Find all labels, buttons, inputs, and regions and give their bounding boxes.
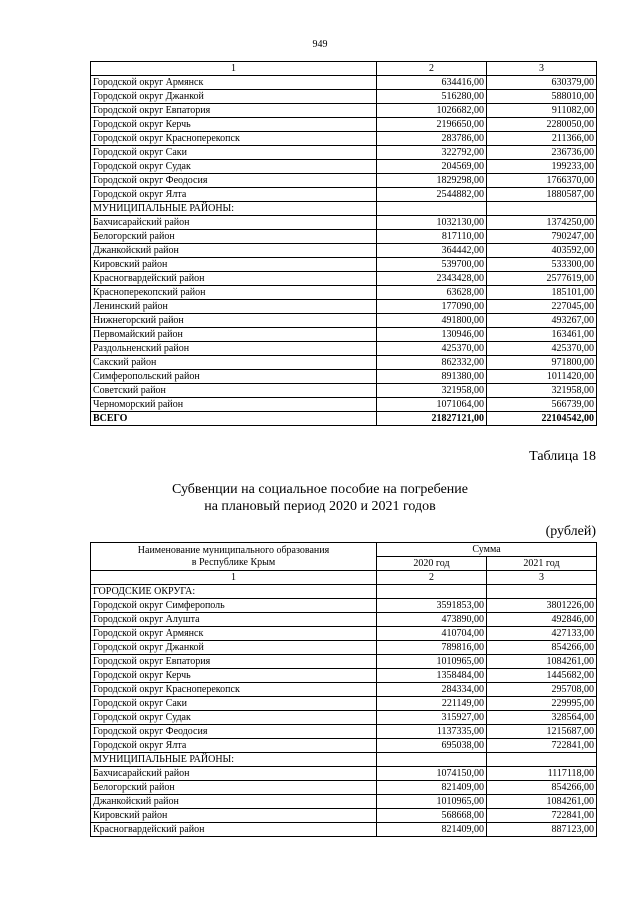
amount-year-1: 283786,00 <box>377 132 487 146</box>
empty-cell <box>487 202 597 216</box>
municipality-name: Красногвардейский район <box>91 823 377 837</box>
municipality-name: Городской округ Керчь <box>91 118 377 132</box>
table-row <box>91 90 597 104</box>
header-year-2020: 2020 год <box>377 557 487 571</box>
table-row <box>91 328 597 342</box>
municipality-name: Городской округ Красноперекопск <box>91 132 377 146</box>
municipality-name: Городской округ Евпатория <box>91 104 377 118</box>
budget-table-continued <box>90 61 597 426</box>
table-row <box>91 272 597 286</box>
municipality-name: Городской округ Саки <box>91 697 377 711</box>
amount-year-1: 1137335,00 <box>377 725 487 739</box>
table-row <box>91 132 597 146</box>
amount-year-2: 722841,00 <box>487 809 597 823</box>
column-number-cell: 2 <box>377 571 487 585</box>
municipality-name: Городской округ Армянск <box>91 76 377 90</box>
amount-year-1: 491800,00 <box>377 314 487 328</box>
amount-year-2: 211366,00 <box>487 132 597 146</box>
municipality-name: Городской округ Симферополь <box>91 599 377 613</box>
amount-year-2: 588010,00 <box>487 90 597 104</box>
amount-year-2: 427133,00 <box>487 627 597 641</box>
table-row <box>91 823 597 837</box>
table-row <box>91 384 597 398</box>
amount-year-2: 227045,00 <box>487 300 597 314</box>
amount-year-1: 321958,00 <box>377 384 487 398</box>
municipality-name: ВСЕГО <box>91 412 377 426</box>
amount-year-2: 971800,00 <box>487 356 597 370</box>
amount-year-1: 789816,00 <box>377 641 487 655</box>
amount-year-2: 493267,00 <box>487 314 597 328</box>
amount-year-2: 425370,00 <box>487 342 597 356</box>
table-row <box>91 146 597 160</box>
municipality-name: Советский район <box>91 384 377 398</box>
table-row <box>91 641 597 655</box>
title-line-1: Субвенции на социальное пособие на погребение <box>171 482 469 497</box>
table-row <box>91 76 597 90</box>
header-name-line-1: Наименование муниципального образования <box>137 544 330 556</box>
table-row <box>91 599 597 613</box>
amount-year-1: 695038,00 <box>377 739 487 753</box>
amount-year-2: 1011420,00 <box>487 370 597 384</box>
municipality-name: Городской округ Ялта <box>91 739 377 753</box>
table-row <box>91 230 597 244</box>
table-row <box>91 669 597 683</box>
table-row <box>91 627 597 641</box>
amount-year-1: 130946,00 <box>377 328 487 342</box>
units-label: (рублей) <box>545 524 596 539</box>
table-row <box>91 697 597 711</box>
amount-year-2: 1445682,00 <box>487 669 597 683</box>
municipality-name: Городской округ Джанкой <box>91 641 377 655</box>
table-row <box>91 809 597 823</box>
municipality-name: Городской округ Алушта <box>91 613 377 627</box>
table-label: Таблица 18 <box>529 449 596 464</box>
table-row <box>91 286 597 300</box>
amount-year-2: 887123,00 <box>487 823 597 837</box>
municipality-name: Красноперекопский район <box>91 286 377 300</box>
amount-year-2: 1084261,00 <box>487 655 597 669</box>
header-name-cell <box>91 543 377 571</box>
amount-year-2: 566739,00 <box>487 398 597 412</box>
amount-year-2: 1084261,00 <box>487 795 597 809</box>
empty-cell <box>487 753 597 767</box>
amount-year-2: 1880587,00 <box>487 188 597 202</box>
table-row <box>91 314 597 328</box>
amount-year-2: 22104542,00 <box>487 412 597 426</box>
municipality-name: Джанкойский район <box>91 244 377 258</box>
table-row <box>91 160 597 174</box>
amount-year-1: 284334,00 <box>377 683 487 697</box>
amount-year-2: 911082,00 <box>487 104 597 118</box>
amount-year-2: 1374250,00 <box>487 216 597 230</box>
amount-year-1: 1071064,00 <box>377 398 487 412</box>
amount-year-1: 2196650,00 <box>377 118 487 132</box>
amount-year-1: 364442,00 <box>377 244 487 258</box>
table-row <box>91 725 597 739</box>
municipality-name: Городской округ Евпатория <box>91 655 377 669</box>
column-number-cell: 3 <box>487 62 597 76</box>
table-title <box>0 481 640 515</box>
table-row <box>91 655 597 669</box>
section-row <box>91 585 597 599</box>
amount-year-1: 817110,00 <box>377 230 487 244</box>
table-row <box>91 342 597 356</box>
section-label: МУНИЦИПАЛЬНЫЕ РАЙОНЫ: <box>91 202 377 216</box>
burial-subsidy-table <box>90 542 597 837</box>
title-line-2: на плановый период 2020 и 2021 годов <box>204 499 436 514</box>
table-row <box>91 683 597 697</box>
municipality-name: Симферопольский район <box>91 370 377 384</box>
column-number-row <box>91 571 597 585</box>
table-row <box>91 711 597 725</box>
municipality-name: Городской округ Саки <box>91 146 377 160</box>
amount-year-1: 862332,00 <box>377 356 487 370</box>
amount-year-1: 177090,00 <box>377 300 487 314</box>
amount-year-1: 322792,00 <box>377 146 487 160</box>
amount-year-2: 533300,00 <box>487 258 597 272</box>
table-row <box>91 795 597 809</box>
amount-year-2: 630379,00 <box>487 76 597 90</box>
municipality-name: Городской округ Керчь <box>91 669 377 683</box>
amount-year-1: 1026682,00 <box>377 104 487 118</box>
municipality-name: Кировский район <box>91 258 377 272</box>
table-row <box>91 174 597 188</box>
amount-year-2: 854266,00 <box>487 781 597 795</box>
section-row <box>91 202 597 216</box>
amount-year-2: 492846,00 <box>487 613 597 627</box>
amount-year-1: 516280,00 <box>377 90 487 104</box>
table-row <box>91 258 597 272</box>
total-row <box>91 412 597 426</box>
amount-year-1: 1358484,00 <box>377 669 487 683</box>
amount-year-1: 425370,00 <box>377 342 487 356</box>
column-number-cell: 1 <box>91 62 377 76</box>
table-row <box>91 118 597 132</box>
municipality-name: Городской округ Красноперекопск <box>91 683 377 697</box>
amount-year-2: 3801226,00 <box>487 599 597 613</box>
table-row <box>91 216 597 230</box>
amount-year-2: 2280050,00 <box>487 118 597 132</box>
amount-year-1: 63628,00 <box>377 286 487 300</box>
column-number-row <box>91 62 597 76</box>
amount-year-1: 410704,00 <box>377 627 487 641</box>
amount-year-1: 634416,00 <box>377 76 487 90</box>
table-row <box>91 300 597 314</box>
amount-year-2: 321958,00 <box>487 384 597 398</box>
table-row <box>91 188 597 202</box>
municipality-name: Городской округ Джанкой <box>91 90 377 104</box>
table-row <box>91 370 597 384</box>
municipality-name: Первомайский район <box>91 328 377 342</box>
municipality-name: Кировский район <box>91 809 377 823</box>
municipality-name: Белогорский район <box>91 230 377 244</box>
section-label: ГОРОДСКИЕ ОКРУГА: <box>91 585 377 599</box>
amount-year-1: 1032130,00 <box>377 216 487 230</box>
amount-year-1: 821409,00 <box>377 781 487 795</box>
amount-year-2: 295708,00 <box>487 683 597 697</box>
amount-year-1: 204569,00 <box>377 160 487 174</box>
section-label: МУНИЦИПАЛЬНЫЕ РАЙОНЫ: <box>91 753 377 767</box>
table-row <box>91 739 597 753</box>
municipality-name: Джанкойский район <box>91 795 377 809</box>
municipality-name: Городской округ Армянск <box>91 627 377 641</box>
table-header-row <box>91 543 597 557</box>
table-row <box>91 613 597 627</box>
amount-year-2: 722841,00 <box>487 739 597 753</box>
amount-year-1: 1010965,00 <box>377 655 487 669</box>
municipality-name: Городской округ Судак <box>91 711 377 725</box>
empty-cell <box>377 585 487 599</box>
amount-year-2: 328564,00 <box>487 711 597 725</box>
amount-year-2: 403592,00 <box>487 244 597 258</box>
amount-year-1: 1829298,00 <box>377 174 487 188</box>
amount-year-2: 2577619,00 <box>487 272 597 286</box>
amount-year-2: 790247,00 <box>487 230 597 244</box>
table-row <box>91 781 597 795</box>
amount-year-1: 568668,00 <box>377 809 487 823</box>
column-number-cell: 3 <box>487 571 597 585</box>
table-row <box>91 244 597 258</box>
amount-year-2: 163461,00 <box>487 328 597 342</box>
amount-year-1: 3591853,00 <box>377 599 487 613</box>
amount-year-2: 1117118,00 <box>487 767 597 781</box>
amount-year-2: 854266,00 <box>487 641 597 655</box>
municipality-name: Городской округ Судак <box>91 160 377 174</box>
municipality-name: Ленинский район <box>91 300 377 314</box>
page-number: 949 <box>312 39 328 50</box>
amount-year-1: 21827121,00 <box>377 412 487 426</box>
amount-year-1: 2343428,00 <box>377 272 487 286</box>
amount-year-2: 236736,00 <box>487 146 597 160</box>
amount-year-1: 1074150,00 <box>377 767 487 781</box>
amount-year-1: 221149,00 <box>377 697 487 711</box>
empty-cell <box>487 585 597 599</box>
municipality-name: Белогорский район <box>91 781 377 795</box>
amount-year-1: 2544882,00 <box>377 188 487 202</box>
amount-year-2: 229995,00 <box>487 697 597 711</box>
amount-year-1: 473890,00 <box>377 613 487 627</box>
table-row <box>91 356 597 370</box>
empty-cell <box>377 202 487 216</box>
amount-year-1: 891380,00 <box>377 370 487 384</box>
municipality-name: Красногвардейский район <box>91 272 377 286</box>
municipality-name: Нижнегорский район <box>91 314 377 328</box>
column-number-cell: 2 <box>377 62 487 76</box>
municipality-name: Раздольненский район <box>91 342 377 356</box>
municipality-name: Городской округ Ялта <box>91 188 377 202</box>
amount-year-1: 315927,00 <box>377 711 487 725</box>
municipality-name: Городской округ Феодосия <box>91 174 377 188</box>
table-row <box>91 767 597 781</box>
municipality-name: Городской округ Феодосия <box>91 725 377 739</box>
amount-year-2: 1215687,00 <box>487 725 597 739</box>
municipality-name: Сакский район <box>91 356 377 370</box>
header-name-line-2: в Республике Крым <box>191 556 276 568</box>
table-row <box>91 104 597 118</box>
amount-year-1: 1010965,00 <box>377 795 487 809</box>
empty-cell <box>377 753 487 767</box>
amount-year-2: 185101,00 <box>487 286 597 300</box>
amount-year-2: 1766370,00 <box>487 174 597 188</box>
municipality-name: Бахчисарайский район <box>91 216 377 230</box>
amount-year-1: 539700,00 <box>377 258 487 272</box>
header-sum-cell: Сумма <box>377 543 597 557</box>
column-number-cell: 1 <box>91 571 377 585</box>
municipality-name: Бахчисарайский район <box>91 767 377 781</box>
amount-year-1: 821409,00 <box>377 823 487 837</box>
municipality-name: Черноморский район <box>91 398 377 412</box>
header-year-2021: 2021 год <box>487 557 597 571</box>
section-row <box>91 753 597 767</box>
amount-year-2: 199233,00 <box>487 160 597 174</box>
table-row <box>91 398 597 412</box>
